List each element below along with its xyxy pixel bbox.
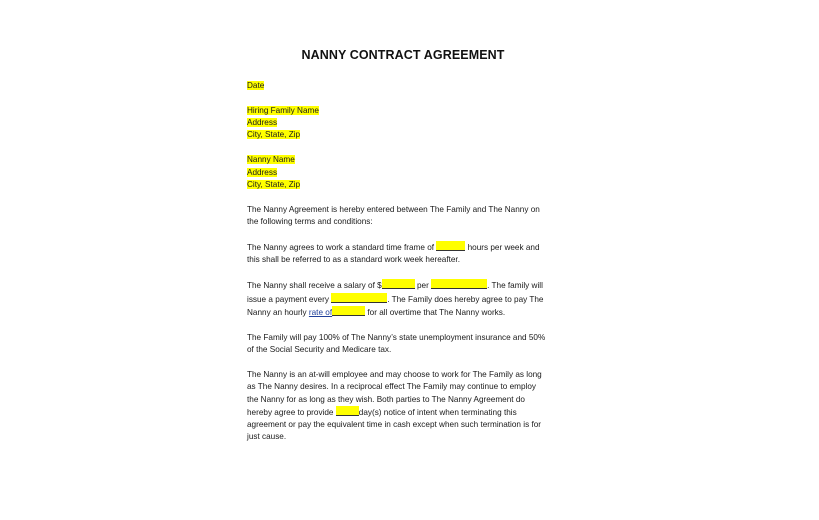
nanny-address-field[interactable]: Address (247, 167, 278, 177)
salary-period-blank[interactable] (431, 279, 487, 289)
at-will-paragraph: The Nanny is an at-will employee and may choose to work for The Family as long as The Nanny desires. In a reciprocal effect The Family may continue to employ the Nanny for as long as they wish. Both parties to The Nanny Agreement do hereby agree to provide day(s) notice of intent when terminating this agreement or pay the equivalent time in cash except when such termination is for just cause. (247, 369, 542, 442)
nanny-city-state-zip-field[interactable]: City, State, Zip (247, 179, 301, 189)
salary-amount-blank[interactable] (382, 279, 415, 289)
document-body (247, 80, 567, 444)
payment-frequency-blank[interactable] (331, 293, 387, 303)
rate-of-link[interactable]: rate of (308, 307, 333, 317)
document-title: NANNY CONTRACT AGREEMENT (301, 48, 505, 62)
notice-days-blank[interactable] (336, 406, 359, 416)
insurance-paragraph: The Family will pay 100% of The Nanny’s state unemployment insurance and 50% of the Social Security and Medicare tax. (247, 332, 546, 355)
hours-blank[interactable] (436, 241, 465, 251)
overtime-rate-blank[interactable] (332, 306, 365, 316)
family-city-state-zip-field[interactable]: City, State, Zip (247, 130, 301, 140)
family-name-field[interactable]: Hiring Family Name (247, 105, 319, 115)
date-field[interactable]: Date (247, 81, 265, 90)
salary-paragraph: The Nanny shall receive a salary of $ per . The family will issue a payment every . The Family does hereby agree to pay The Nanny an hourly rate of for all overtime that The Nanny works. (247, 281, 544, 317)
family-address-field[interactable]: Address (247, 118, 278, 128)
nanny-name-field[interactable]: Nanny Name (247, 155, 295, 165)
intro-paragraph: The Nanny Agreement is hereby entered between The Family and The Nanny on the following terms and conditions: (247, 204, 540, 227)
hours-paragraph: The Nanny agrees to work a standard time frame of hours per week and this shall be referred to as a standard work week hereafter. (247, 243, 540, 265)
